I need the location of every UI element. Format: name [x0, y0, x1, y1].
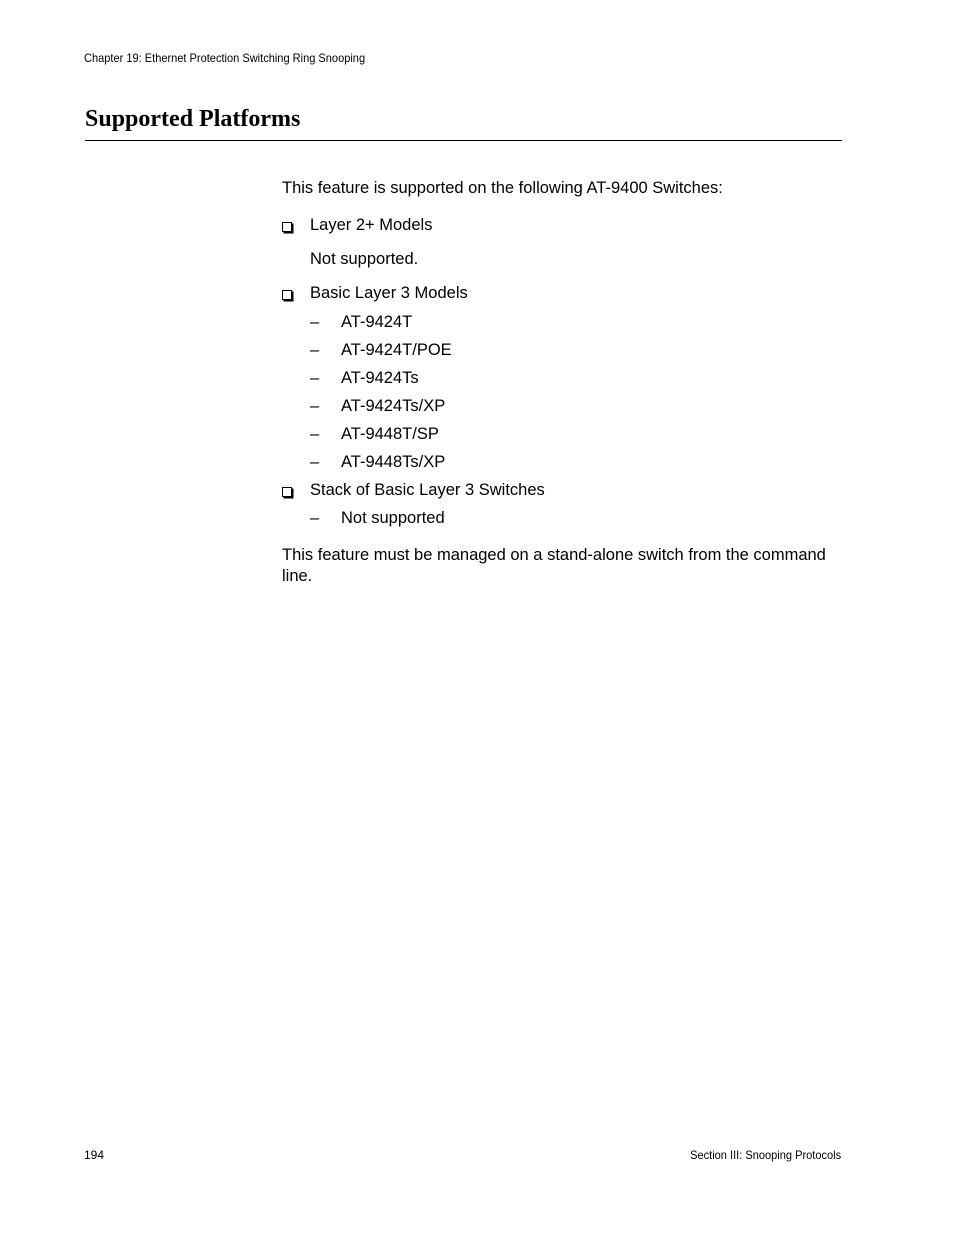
list-item-note: Not supported.: [310, 250, 419, 268]
page-number: 194: [84, 1148, 105, 1162]
intro-paragraph: This feature is supported on the following AT-9400 Switches:: [282, 179, 723, 197]
dash-bullet: –: [310, 397, 320, 415]
model-item: AT-9448T/SP: [341, 425, 439, 443]
running-header: Chapter 19: Ethernet Protection Switching Ring Snooping: [84, 51, 366, 65]
list-item-basic-layer3-models: Basic Layer 3 Models: [310, 284, 468, 302]
stack-item: Not supported: [341, 509, 445, 527]
list-item-stack-basic-layer3: Stack of Basic Layer 3 Switches: [310, 481, 545, 499]
dash-bullet: –: [310, 425, 320, 443]
page-title: Supported Platforms: [85, 106, 301, 132]
model-item: AT-9424Ts: [341, 369, 419, 387]
model-item: AT-9424Ts/XP: [341, 397, 446, 415]
model-item: AT-9424T/POE: [341, 341, 452, 359]
dash-bullet: –: [310, 509, 320, 527]
model-item: AT-9424T: [341, 313, 413, 331]
dash-bullet: –: [310, 313, 320, 331]
list-item-layer2-models: Layer 2+ Models: [310, 216, 433, 234]
dash-bullet: –: [310, 453, 320, 471]
outro-paragraph: This feature must be managed on a stand-alone switch from the command line.: [282, 546, 826, 585]
title-rule: [85, 140, 842, 141]
checkbox-bullet-icon: [282, 487, 292, 497]
checkbox-bullet-icon: [282, 222, 292, 232]
checkbox-bullet-icon: [282, 290, 292, 300]
dash-bullet: –: [310, 369, 320, 387]
section-footer: Section III: Snooping Protocols: [690, 1148, 841, 1162]
dash-bullet: –: [310, 341, 320, 359]
model-item: AT-9448Ts/XP: [341, 453, 446, 471]
